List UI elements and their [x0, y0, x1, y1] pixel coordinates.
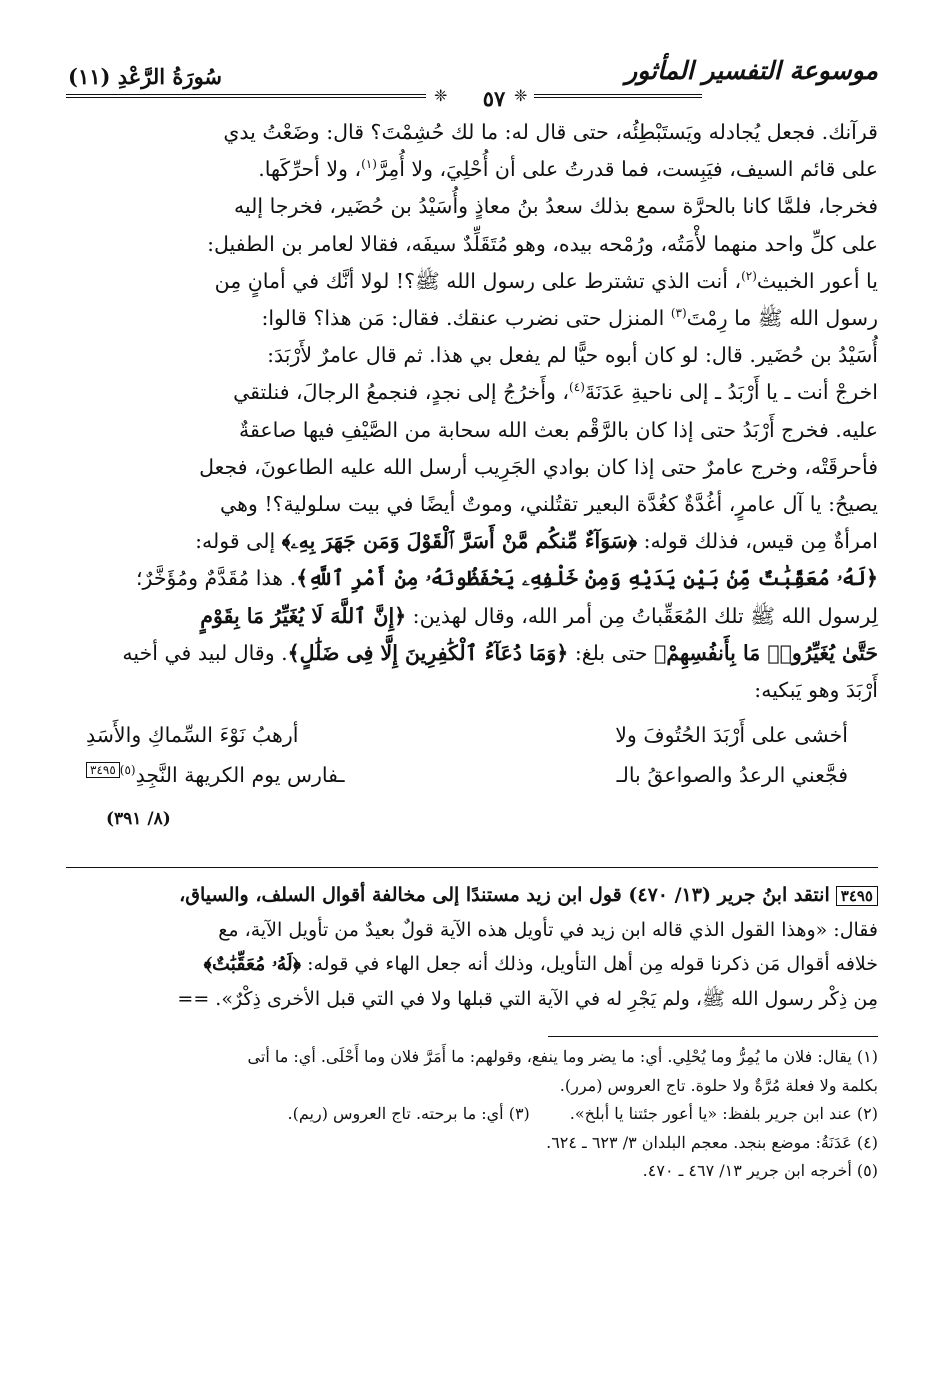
text-line: يصيحُ: يا آل عامرٍ، أغُدَّةٌ كغُدَّة البعير تقتُلني، وموتٌ أيضًا في بيت سلولية؟! وهي — [220, 492, 878, 517]
footnotes — [66, 1043, 878, 1186]
commentary-separator — [66, 867, 878, 868]
poem-verse — [66, 715, 878, 755]
footnote-marker: (٥) — [119, 763, 136, 778]
text-line: فأحرقَتْه، وخرج عامرٌ حتى إذا كان بوادي الجَرِيب أرسل الله عليه الطاعونَ، فجعل — [199, 454, 878, 479]
text-line: حَتَّىٰ يُغَيِّرُوا۟ مَا بِأَنفُسِهِمْ﴾ حتى بلغ: ﴿وَمَا دُعَآءُ ٱلْكَٰفِرِينَ إِلَّا فِى ضَلَٰلٍ﴾. وقال لبيد في أخيه — [122, 640, 878, 665]
page-number: ٥٧ — [482, 86, 506, 111]
commentary-heading: انتقد ابنُ جرير (١٣/ ٤٧٠) قول ابن زيد مستندًا إلى مخالفة أقوال السلف، والسياق، — [179, 884, 830, 907]
text-line: يا أعور الخبيث$^{(٢)}$، أنت الذي تشترط على رسول الله ﷺ؟! لولا أنَّك في أمانٍ مِن — [214, 268, 878, 293]
quran-verse: ﴿لَهُۥ مُعَقِّبَٰتٌ﴾ — [203, 953, 302, 976]
footnote-marker: (١) — [361, 157, 377, 172]
footnote-marker: (٣) — [670, 306, 687, 321]
main-text — [66, 114, 878, 709]
text-line: امرأةٌ مِن قيس، فذلك قوله: ﴿سَوَآءٌ مِّنكُم مَّنْ أَسَرَّ ٱلْقَوْلَ وَمَن جَهَرَ بِهِۦ﴾ إلى قوله: — [195, 529, 878, 554]
text-line: أُسَيْدُ بن حُضَير. قال: لو كان أبوه حيًّا لم يفعل بي هذا. ثم قال عامرٌ لأَرْبَدَ: — [267, 343, 878, 368]
poem — [66, 715, 878, 839]
commentary-ref-box: ٣٤٩٥ — [86, 762, 120, 778]
surah-label: سُورَةُ الرَّعْدِ (١١) — [68, 64, 223, 89]
text-line: عليه. فخرج أَرْبَدُ حتى إذا كان بالرَّقْم بعث الله سحابة من الصَّيْفِ فيها صاعقةٌ — [239, 417, 878, 442]
commentary-line — [66, 878, 878, 913]
text-line: قرآنك. فجعل يُجادله ويَستَبْطِئُه، حتى قال له: ما لك حُشِمْتَ؟ قال: وضَعْتُ يدي — [223, 120, 878, 144]
text-line: على قائم السيف، فيَبِست، فما قدرتُ على أن أُحْلِيَ، ولا أُمِرَّ$^{(١)}$، ولا أحرِّكَها. — [258, 157, 878, 182]
commentary-line: فقال: «وهذا القول الذي قاله ابن زيد في تأويل هذه الآية قولٌ بعيدٌ من تأويل الآية، مع — [218, 918, 878, 941]
text-line: على كلِّ واحد منهما لأْمَتُه، ورُمْحه بيده، وهو مُتَقَلِّدٌ سيفَه، فقالا لعامر بن الطفيل: — [207, 231, 878, 256]
footnote: بكلمة ولا فعلة مُرَّةٌ ولا حلوة. تاج العروس (مرر). — [559, 1075, 878, 1095]
commentary — [66, 878, 878, 1016]
footnote-marker: (٤) — [569, 380, 585, 395]
quran-verse: ﴿لَهُۥ مُعَقِّبَٰتٌ مِّنۢ بَيْنِ يَدَيْهِ وَمِنْ خَلْفِهِۦ يَحْفَظُونَهُۥ مِنْ أَمْرِ ٱللَّهِ﴾ — [296, 566, 878, 591]
book-title: موسوعة التفسير المأثور — [625, 56, 878, 85]
commentary-number-box: ٣٤٩٥ — [836, 886, 878, 906]
footnote-separator — [548, 1036, 878, 1037]
poem-hemistich-right: فجَّعني الرعدُ والصواعقُ بالـ — [616, 763, 848, 788]
commentary-line: خلافه أقوال مَن ذكرنا قوله مِن أهل التأويل، وذلك أنه جعل الهاء في قوله: ﴿لَهُۥ مُعَقِّبَٰتٌ﴾ — [203, 953, 878, 976]
text-line: رسول الله ﷺ ما رِمْتَ$^{(٣)}$ المنزل حتى نضرب عنقك. فقال: مَن هذا؟ قالوا: — [261, 306, 878, 331]
page — [66, 52, 878, 1186]
footnote: (٥) أخرجه ابن جرير ١٣/ ٤٦٧ ـ ٤٧٠. — [642, 1161, 878, 1181]
page-header — [66, 52, 878, 110]
ornament-icon: ❈ — [514, 86, 528, 105]
header-rule-right — [534, 94, 702, 98]
quran-verse: ﴿سَوَآءٌ مِّنكُم مَّنْ أَسَرَّ ٱلْقَوْلَ وَمَن جَهَرَ بِهِۦ﴾ — [281, 529, 638, 554]
footnote: (٢) عند ابن جرير بلفظ: «يا أعور جئتنا يا أبلخ». — [569, 1104, 878, 1124]
header-rule-left — [66, 94, 426, 98]
text-line: لِرسول الله ﷺ تلك المُعَقِّباتُ مِن أمر الله، وقال لهذين: ﴿إِنَّ ٱللَّهَ لَا يُغَيِّرُ مَا بِقَوْمٍ — [200, 603, 878, 628]
quran-verse: ﴿إِنَّ ٱللَّهَ لَا يُغَيِّرُ مَا بِقَوْمٍ — [200, 603, 407, 628]
footnote: (٣) أي: ما برحته. تاج العروس (ريم). — [287, 1104, 530, 1124]
footnote-row — [66, 1100, 878, 1129]
poem-hemistich-left: ـفارس يوم الكريهة النَّجِدِ$^{(٥)}$٣٤٩٥ — [86, 755, 345, 795]
footnote-marker: (٢) — [741, 268, 757, 283]
quran-verse: حَتَّىٰ يُغَيِّرُوا۟ مَا بِأَنفُسِهِمْ﴾ — [654, 640, 878, 665]
ornament-icon: ❈ — [434, 86, 448, 105]
poem-hemistich-left: أرهبُ نَوْءَ السِّماكِ والأَسَدِ — [86, 723, 299, 748]
volume-reference: (٨/ ٣٩١) — [106, 809, 171, 830]
quran-verse: ﴿وَمَا دُعَآءُ ٱلْكَٰفِرِينَ إِلَّا فِى ضَلَٰلٍ﴾ — [287, 640, 569, 665]
footnote: (١) يقال: فلان ما يُمِرُّ وما يُحْلِي. أي: ما يضر وما ينفع، وقولهم: ما أَمَرَّ فلان وما أَحْلَى. أي: ما أتى — [247, 1047, 878, 1067]
commentary-line: مِن ذِكْر رسول الله ﷺ، ولم يَجْرِ له في الآية التي قبلها ولا في التي قبل الأخرى ذِكْرٌ». == — [177, 987, 878, 1010]
text-line: اخرجْ أنت ـ يا أَرْبَدُ ـ إلى ناحيةِ عَدَنَةَ$^{(٤)}$، وأَخرُجُ إلى نجدٍ، فنجمعُ الرجالَ، فنلتقي — [233, 380, 878, 405]
poem-hemistich-right: أخشى على أَرْبَدَ الحُتُوفَ ولا — [615, 723, 848, 748]
poem-verse — [66, 755, 878, 795]
footnote: (٤) عَدَنَةُ: موضع بنجد. معجم البلدان ٣/ ٦٢٣ ـ ٦٢٤. — [546, 1132, 878, 1152]
text-line: ﴿لَهُۥ مُعَقِّبَٰتٌ مِّنۢ بَيْنِ يَدَيْهِ وَمِنْ خَلْفِهِۦ يَحْفَظُونَهُۥ مِنْ أَمْرِ ٱللَّهِ﴾. هذا مُقَدَّمٌ ومُؤَخَّرٌ؛ — [136, 566, 878, 591]
text-line: فخرجا، فلمَّا كانا بالحرَّة سمع بذلك سعدُ بنُ معاذٍ وأُسَيْدُ بن حُضَير، فخرجا إليه — [234, 194, 878, 219]
text-line: أَرْبَدَ وهو يَبكيه: — [754, 678, 878, 703]
